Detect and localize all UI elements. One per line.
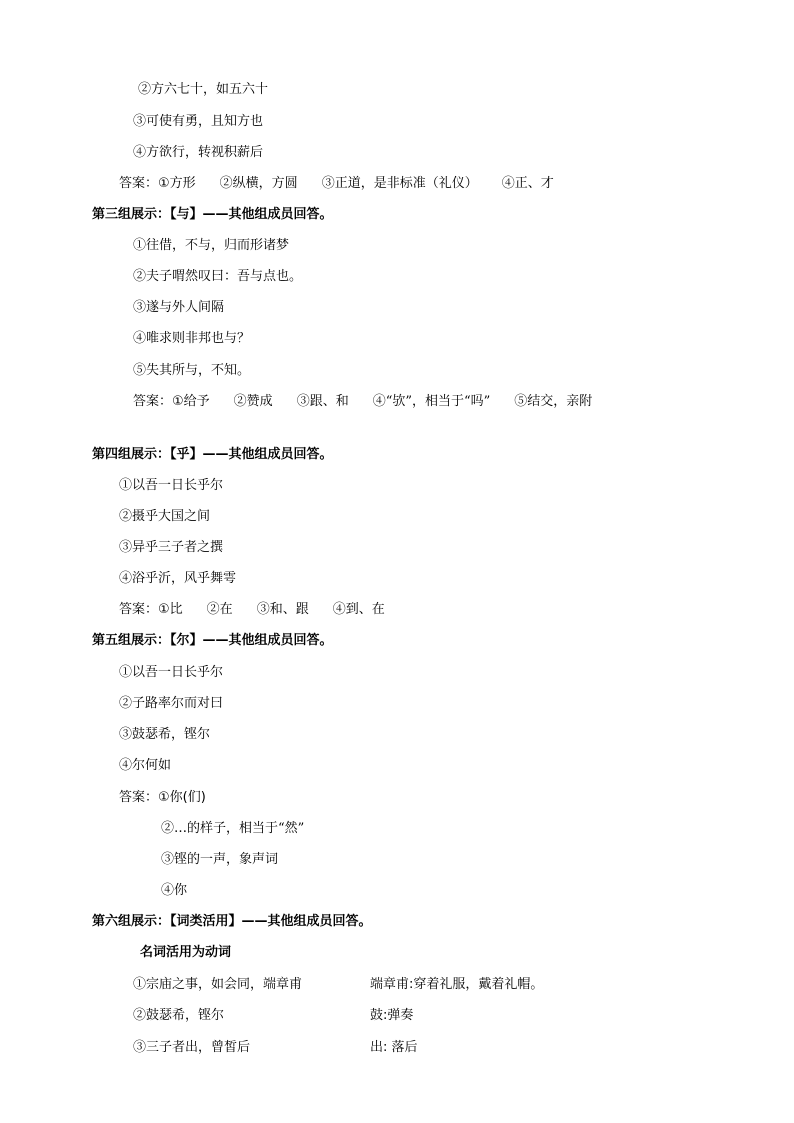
answer-part: ⑤结交，亲附 — [514, 394, 593, 409]
answer-part: ④“欤”，相当于“吗” — [372, 394, 491, 409]
answer-part: ②赞成 — [233, 394, 273, 409]
answer-part: ①方形 — [158, 176, 196, 191]
group5-heading: 第五组展示：【尔】——其他组成员回答。 — [92, 633, 333, 648]
group4-answer — [119, 602, 385, 618]
group4-item: ③异乎三子者之撰 — [119, 540, 224, 555]
usage-sentence: ①宗庙之事，如会同，端章甫 — [133, 977, 303, 992]
group3-item: ⑤失其所与，不知。 — [133, 363, 251, 378]
answer-part: ①你(们) — [158, 790, 206, 805]
usage-sentence: ②鼓瑟希，铿尔 — [133, 1008, 225, 1023]
answer-label: 答案： — [119, 602, 159, 617]
answer-label: 答案： — [119, 790, 159, 805]
group3-answer — [133, 394, 592, 410]
answer-part: ③跟、和 — [296, 394, 349, 409]
group3-heading: 第三组展示：【与】——其他组成员回答。 — [92, 207, 333, 222]
answer-part: ①比 — [158, 602, 183, 617]
usage-explanation: 鼓:弹奏 — [370, 1008, 414, 1023]
group2-answer — [119, 176, 554, 192]
answer-part: ④到、在 — [332, 602, 385, 617]
usage-sentence: ③三子者出，曾皙后 — [133, 1040, 251, 1055]
group6-heading: 第六组展示：【词类活用】——其他组成员回答。 — [92, 914, 372, 929]
answer-part: ②在 — [206, 602, 233, 617]
group4-item: ④浴乎沂，风乎舞雩 — [119, 571, 237, 586]
group2-item-4: ④方欲行，转视积薪后 — [133, 145, 264, 160]
group5-item: ②子路率尔而对曰 — [119, 696, 224, 711]
group6-subheading: 名词活用为动词 — [140, 945, 232, 960]
group5-item: ①以吾一日长乎尔 — [119, 665, 224, 680]
group3-item: ③遂与外人间隔 — [133, 300, 225, 315]
group5-answer-part: ④你 — [161, 883, 188, 898]
usage-explanation: 端章甫:穿着礼服，戴着礼帽。 — [370, 977, 544, 992]
group5-item: ③鼓瑟希，铿尔 — [119, 727, 211, 742]
group5-item: ④尔何如 — [119, 758, 172, 773]
group5-answer — [119, 790, 206, 806]
answer-part: ②纵横，方圆 — [219, 176, 298, 191]
answer-part: ①给予 — [172, 394, 210, 409]
group2-item-2: ②方六七十，如五六十 — [138, 82, 269, 97]
answer-part: ③和、跟 — [256, 602, 309, 617]
answer-part: ④正、才 — [501, 176, 554, 191]
answer-label: 答案： — [133, 394, 173, 409]
answer-part: ③正道，是非标准（礼仪） — [321, 176, 478, 191]
usage-explanation: 出: 落后 — [370, 1040, 418, 1055]
group5-answer-part: ③铿的一声，象声词 — [161, 852, 279, 867]
group2-item-3: ③可使有勇，且知方也 — [133, 114, 264, 129]
answer-label: 答案： — [119, 176, 159, 191]
group3-item: ②夫子喟然叹曰：吾与点也。 — [133, 269, 303, 284]
group4-item: ①以吾一日长乎尔 — [119, 478, 224, 493]
group3-item: ④唯求则非邦也与？ — [133, 331, 251, 346]
group4-item: ②摄乎大国之间 — [119, 509, 211, 524]
group5-answer-part: ②…的样子，相当于“然” — [161, 821, 305, 836]
group3-item: ①往借，不与，归而形诸梦 — [133, 238, 290, 253]
group4-heading: 第四组展示：【乎】——其他组成员回答。 — [92, 447, 333, 462]
